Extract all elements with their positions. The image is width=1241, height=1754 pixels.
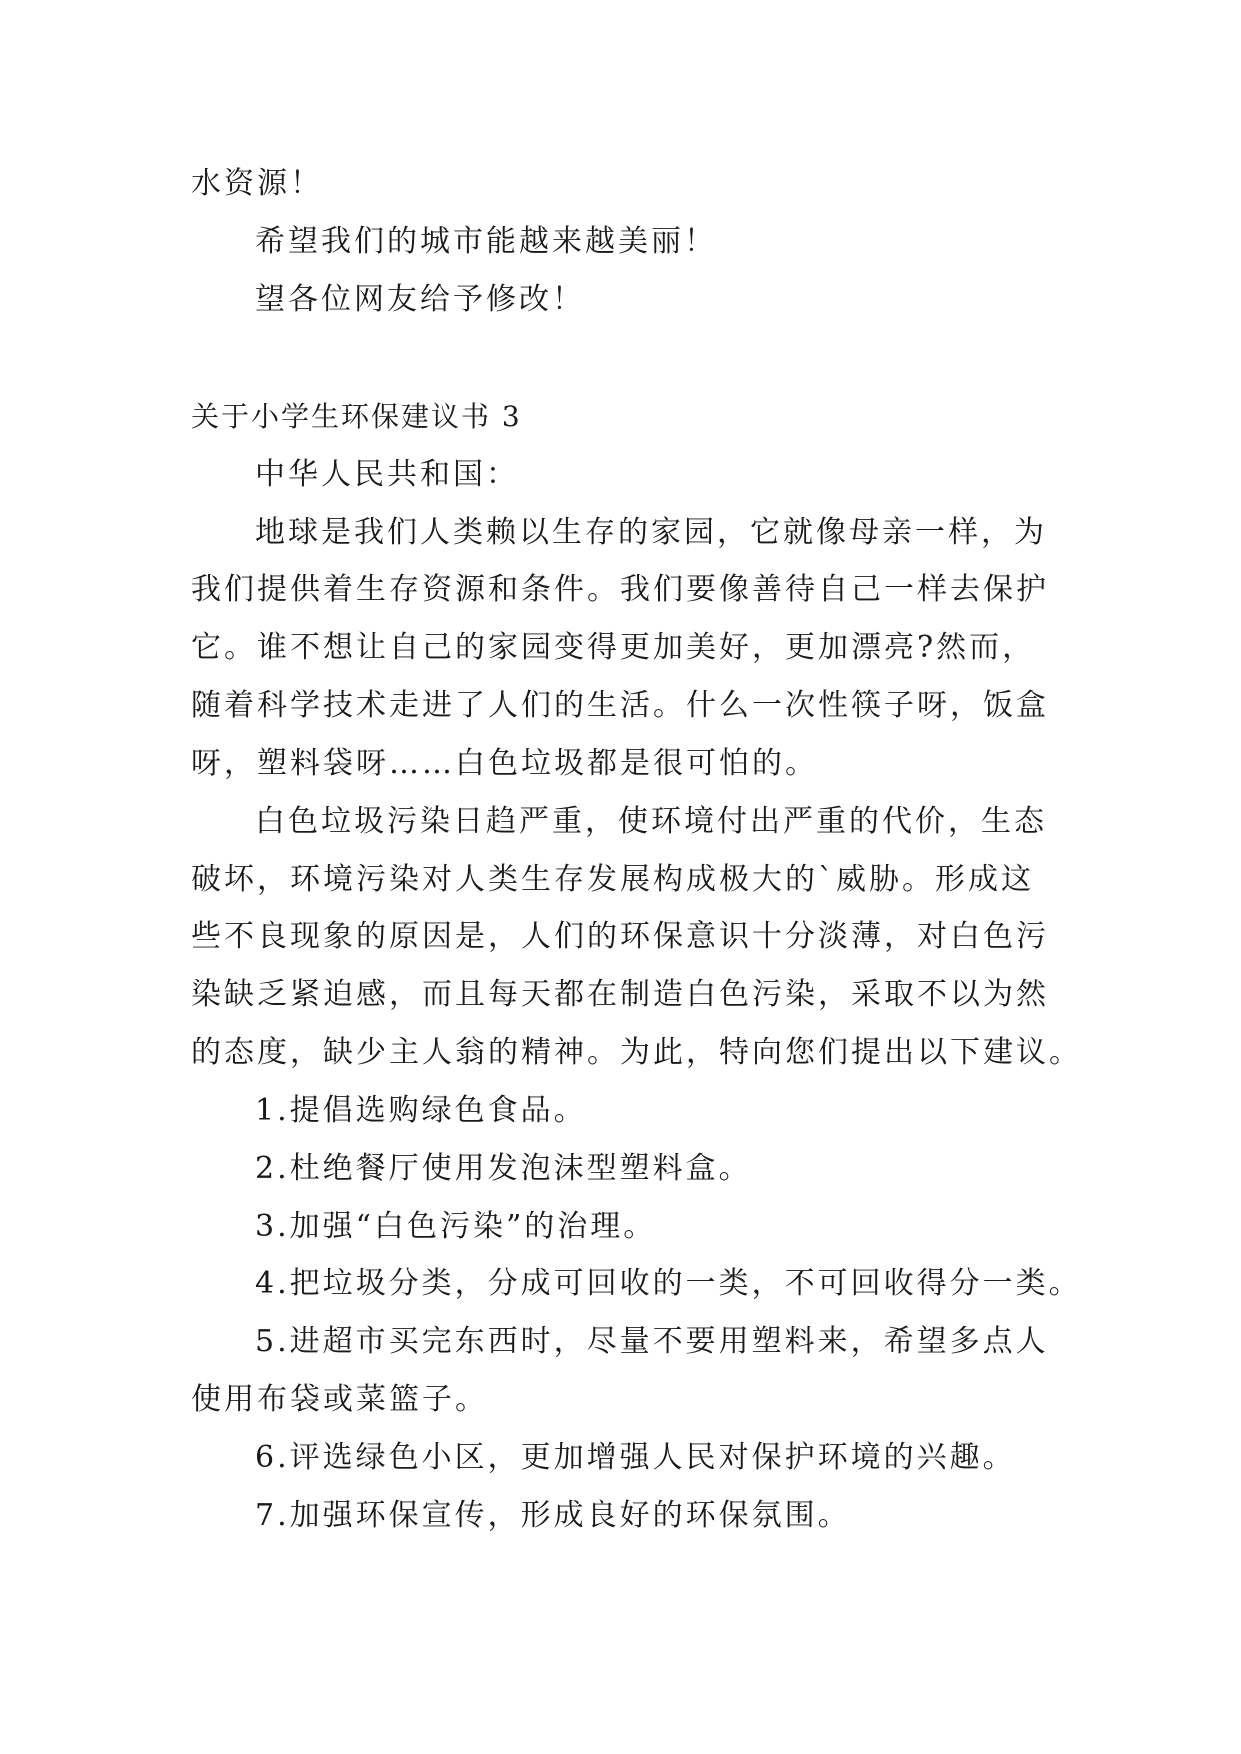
text-line: 希望我们的城市能越来越美丽！ — [255, 224, 717, 259]
text-line: 望各位网友给予修改！ — [255, 282, 585, 317]
salutation: 中华人民共和国： — [255, 457, 519, 492]
text-line: 白色垃圾污染日趋严重，使环境付出严重的代价，生态 — [255, 804, 1047, 839]
text-line: 地球是我们人类赖以生存的家园，它就像母亲一样，为 — [255, 515, 1047, 550]
list-item: 1.提倡选购绿色食品。 — [255, 1093, 587, 1128]
text-line: 破坏，环境污染对人类生存发展构成极大的`威胁。形成这 — [191, 862, 1034, 897]
list-item: 7.加强环保宣传，形成良好的环保氛围。 — [255, 1498, 851, 1533]
text-line: 呀，塑料袋呀……白色垃圾都是很可怕的。 — [191, 746, 818, 781]
list-item: 5.进超市买完东西时，尽量不要用塑料来，希望多点人 — [255, 1324, 1049, 1359]
list-item: 3.加强“白色污染”的治理。 — [255, 1209, 657, 1244]
text-line: 的态度，缺少主人翁的精神。为此，特向您们提出以下建议。 — [191, 1035, 1082, 1070]
text-line: 随着科学技术走进了人们的生活。什么一次性筷子呀，饭盒 — [191, 688, 1049, 723]
text-line: 使用布袋或菜篮子。 — [191, 1382, 488, 1417]
list-item: 2.杜绝餐厅使用发泡沫型塑料盒。 — [255, 1151, 752, 1186]
text-line: 染缺乏紧迫感，而且每天都在制造白色污染，采取不以为然 — [191, 977, 1049, 1012]
text-line: 它。谁不想让自己的家园变得更加美好，更加漂亮?然而， — [191, 630, 1036, 665]
list-item: 6.评选绿色小区，更加增强人民对保护环境的兴趣。 — [255, 1440, 1016, 1475]
list-item: 4.把垃圾分类，分成可回收的一类，不可回收得分一类。 — [255, 1266, 1082, 1301]
section-title: 关于小学生环保建议书 3 — [191, 400, 522, 433]
text-line: 我们提供着生存资源和条件。我们要像善待自己一样去保护 — [191, 572, 1049, 607]
text-line: 些不良现象的原因是，人们的环保意识十分淡薄，对白色污 — [191, 919, 1049, 954]
text-line: 水资源！ — [191, 166, 323, 201]
